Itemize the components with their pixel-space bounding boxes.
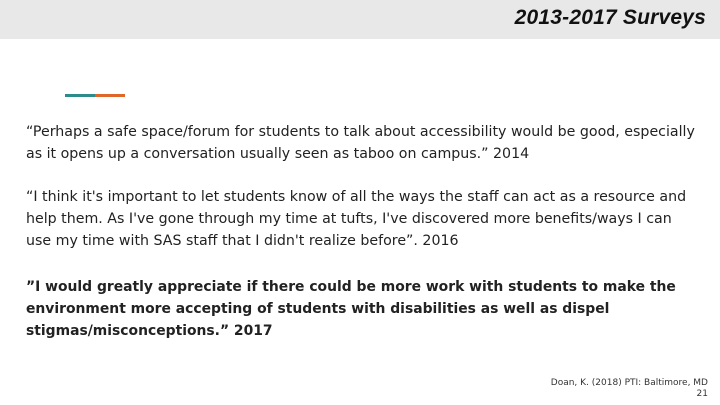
quote-2016: “I think it's important to let students know of all the ways the staff can act as a resource and help them. As I've gone through my time at tufts, I've discovered more benefits/ways I can use my time with SAS staff that I didn't realize before”. 2016 <box>26 189 687 249</box>
accent-teal-segment <box>65 94 95 97</box>
quote-2014: “Perhaps a safe space/forum for students to talk about accessibility would be good, especially as it opens up a conversation usually seen as taboo on campus.” 2014 <box>26 124 695 162</box>
slide-title: 2013-2017 Surveys <box>514 6 706 29</box>
citation: Doan, K. (2018) PTI: Baltimore, MD <box>550 378 708 388</box>
accent-divider <box>65 94 125 97</box>
quote-2017: ”I would greatly appreciate if there could be more work with students to make the environment more accepting of students with disabilities as well as dispel stigmas/misconceptions.” 2017 <box>26 279 676 339</box>
accent-orange-segment <box>95 94 125 97</box>
page-number: 21 <box>696 389 708 399</box>
